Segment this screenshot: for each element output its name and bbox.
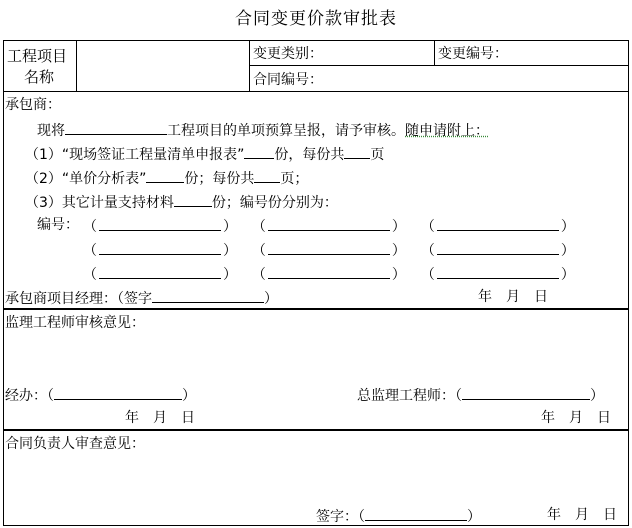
- number-blank: [437, 240, 559, 255]
- supervisor-date-right: 年 月 日: [541, 410, 611, 426]
- project-name-label: 工程项目: [7, 47, 68, 65]
- contract-head-date: 年 月 日: [547, 507, 617, 523]
- number-blank-group: （ ）: [83, 267, 237, 283]
- project-blank: [65, 120, 167, 135]
- number-row-1: [83, 216, 575, 236]
- attachment-item-2: [25, 168, 308, 188]
- number-blank: [99, 264, 221, 279]
- supervisor-date-left: 年 月 日: [125, 410, 195, 426]
- number-blank-group: （ ）: [421, 243, 575, 259]
- contract-head-sign-line: [316, 506, 481, 526]
- number-blank: [268, 240, 390, 255]
- project-name-label-2: 名称: [24, 68, 55, 86]
- number-blank: [437, 216, 559, 231]
- number-blank-group: （ ）: [83, 219, 237, 235]
- close-paren: ）: [467, 509, 481, 525]
- sign-label: 签字：（: [316, 509, 365, 525]
- submission-line: [37, 120, 489, 140]
- number-blank: [437, 264, 559, 279]
- item-text: 页: [370, 147, 385, 163]
- change-type-label: 变更类别：: [253, 46, 323, 62]
- line-text: 现将: [37, 123, 65, 139]
- chief-line: [357, 385, 604, 405]
- contractor-date: 年 月 日: [478, 289, 548, 305]
- number-blank-group: （ ）: [421, 219, 575, 235]
- section-divider: [4, 308, 629, 310]
- number-blank-group: （ ）: [83, 243, 237, 259]
- number-blank-group: （ ）: [252, 243, 406, 259]
- handler-label: 经办：（: [5, 388, 54, 404]
- header-divider: [434, 41, 435, 65]
- number-blank-group: （ ）: [252, 267, 406, 283]
- item-text: 份；每份共: [184, 171, 255, 187]
- sign-blank: [365, 506, 467, 521]
- number-blank-group: （ ）: [252, 219, 406, 235]
- item-text: （1）“现场签证工程量清单申报表”: [25, 147, 245, 163]
- item-text: 份；编号份分别为：: [211, 195, 338, 211]
- item-text: 份，每份共: [274, 147, 345, 163]
- copies-blank: [174, 192, 212, 207]
- item-text: （3）其它计量支持材料: [25, 195, 174, 211]
- section-divider: [4, 429, 629, 431]
- manager-label: 承包商项目经理：（签字: [5, 291, 152, 307]
- copies-blank: [146, 168, 184, 183]
- supervisor-opinion-label: 监理工程师审核意见：: [5, 315, 145, 331]
- attachment-item-1: [25, 144, 384, 164]
- attach-text: 随申请附上：: [405, 123, 489, 139]
- number-label: 编号：: [37, 217, 79, 233]
- number-blank: [268, 216, 390, 231]
- handler-blank: [54, 385, 182, 400]
- contract-number-label: 合同编号：: [253, 72, 323, 88]
- number-blank-group: （ ）: [421, 267, 575, 283]
- pages-blank: [344, 144, 370, 159]
- item-text: 页；: [280, 171, 309, 187]
- form-title: 合同变更价款审批表: [235, 9, 397, 29]
- section-divider: [4, 91, 629, 92]
- header-divider: [76, 41, 77, 91]
- item-text: （2）“单价分析表”: [25, 171, 147, 187]
- chief-blank: [462, 385, 590, 400]
- number-blank: [268, 264, 390, 279]
- close-paren: ）: [590, 388, 604, 404]
- pages-blank: [254, 168, 280, 183]
- contractor-manager-line: [5, 288, 278, 308]
- header-divider: [249, 41, 250, 91]
- approval-form: [3, 40, 629, 526]
- signature-blank: [152, 288, 264, 303]
- number-blank: [99, 216, 221, 231]
- change-number-label: 变更编号：: [438, 46, 508, 62]
- copies-blank: [244, 144, 274, 159]
- close-paren: ）: [182, 388, 196, 404]
- line-text: 工程项目的单项预算呈报，请予审核。: [167, 123, 405, 139]
- close-paren: ）: [264, 291, 278, 307]
- chief-label: 总监理工程师：（: [357, 388, 462, 404]
- contract-head-opinion-label: 合同负责人审查意见：: [5, 436, 145, 452]
- number-row-2: [83, 240, 575, 260]
- header-divider: [249, 65, 629, 66]
- number-blank: [99, 240, 221, 255]
- attachment-item-3: [25, 192, 338, 212]
- handler-line: [5, 385, 196, 405]
- number-row-3: [83, 264, 575, 284]
- contractor-label: 承包商：: [5, 97, 61, 113]
